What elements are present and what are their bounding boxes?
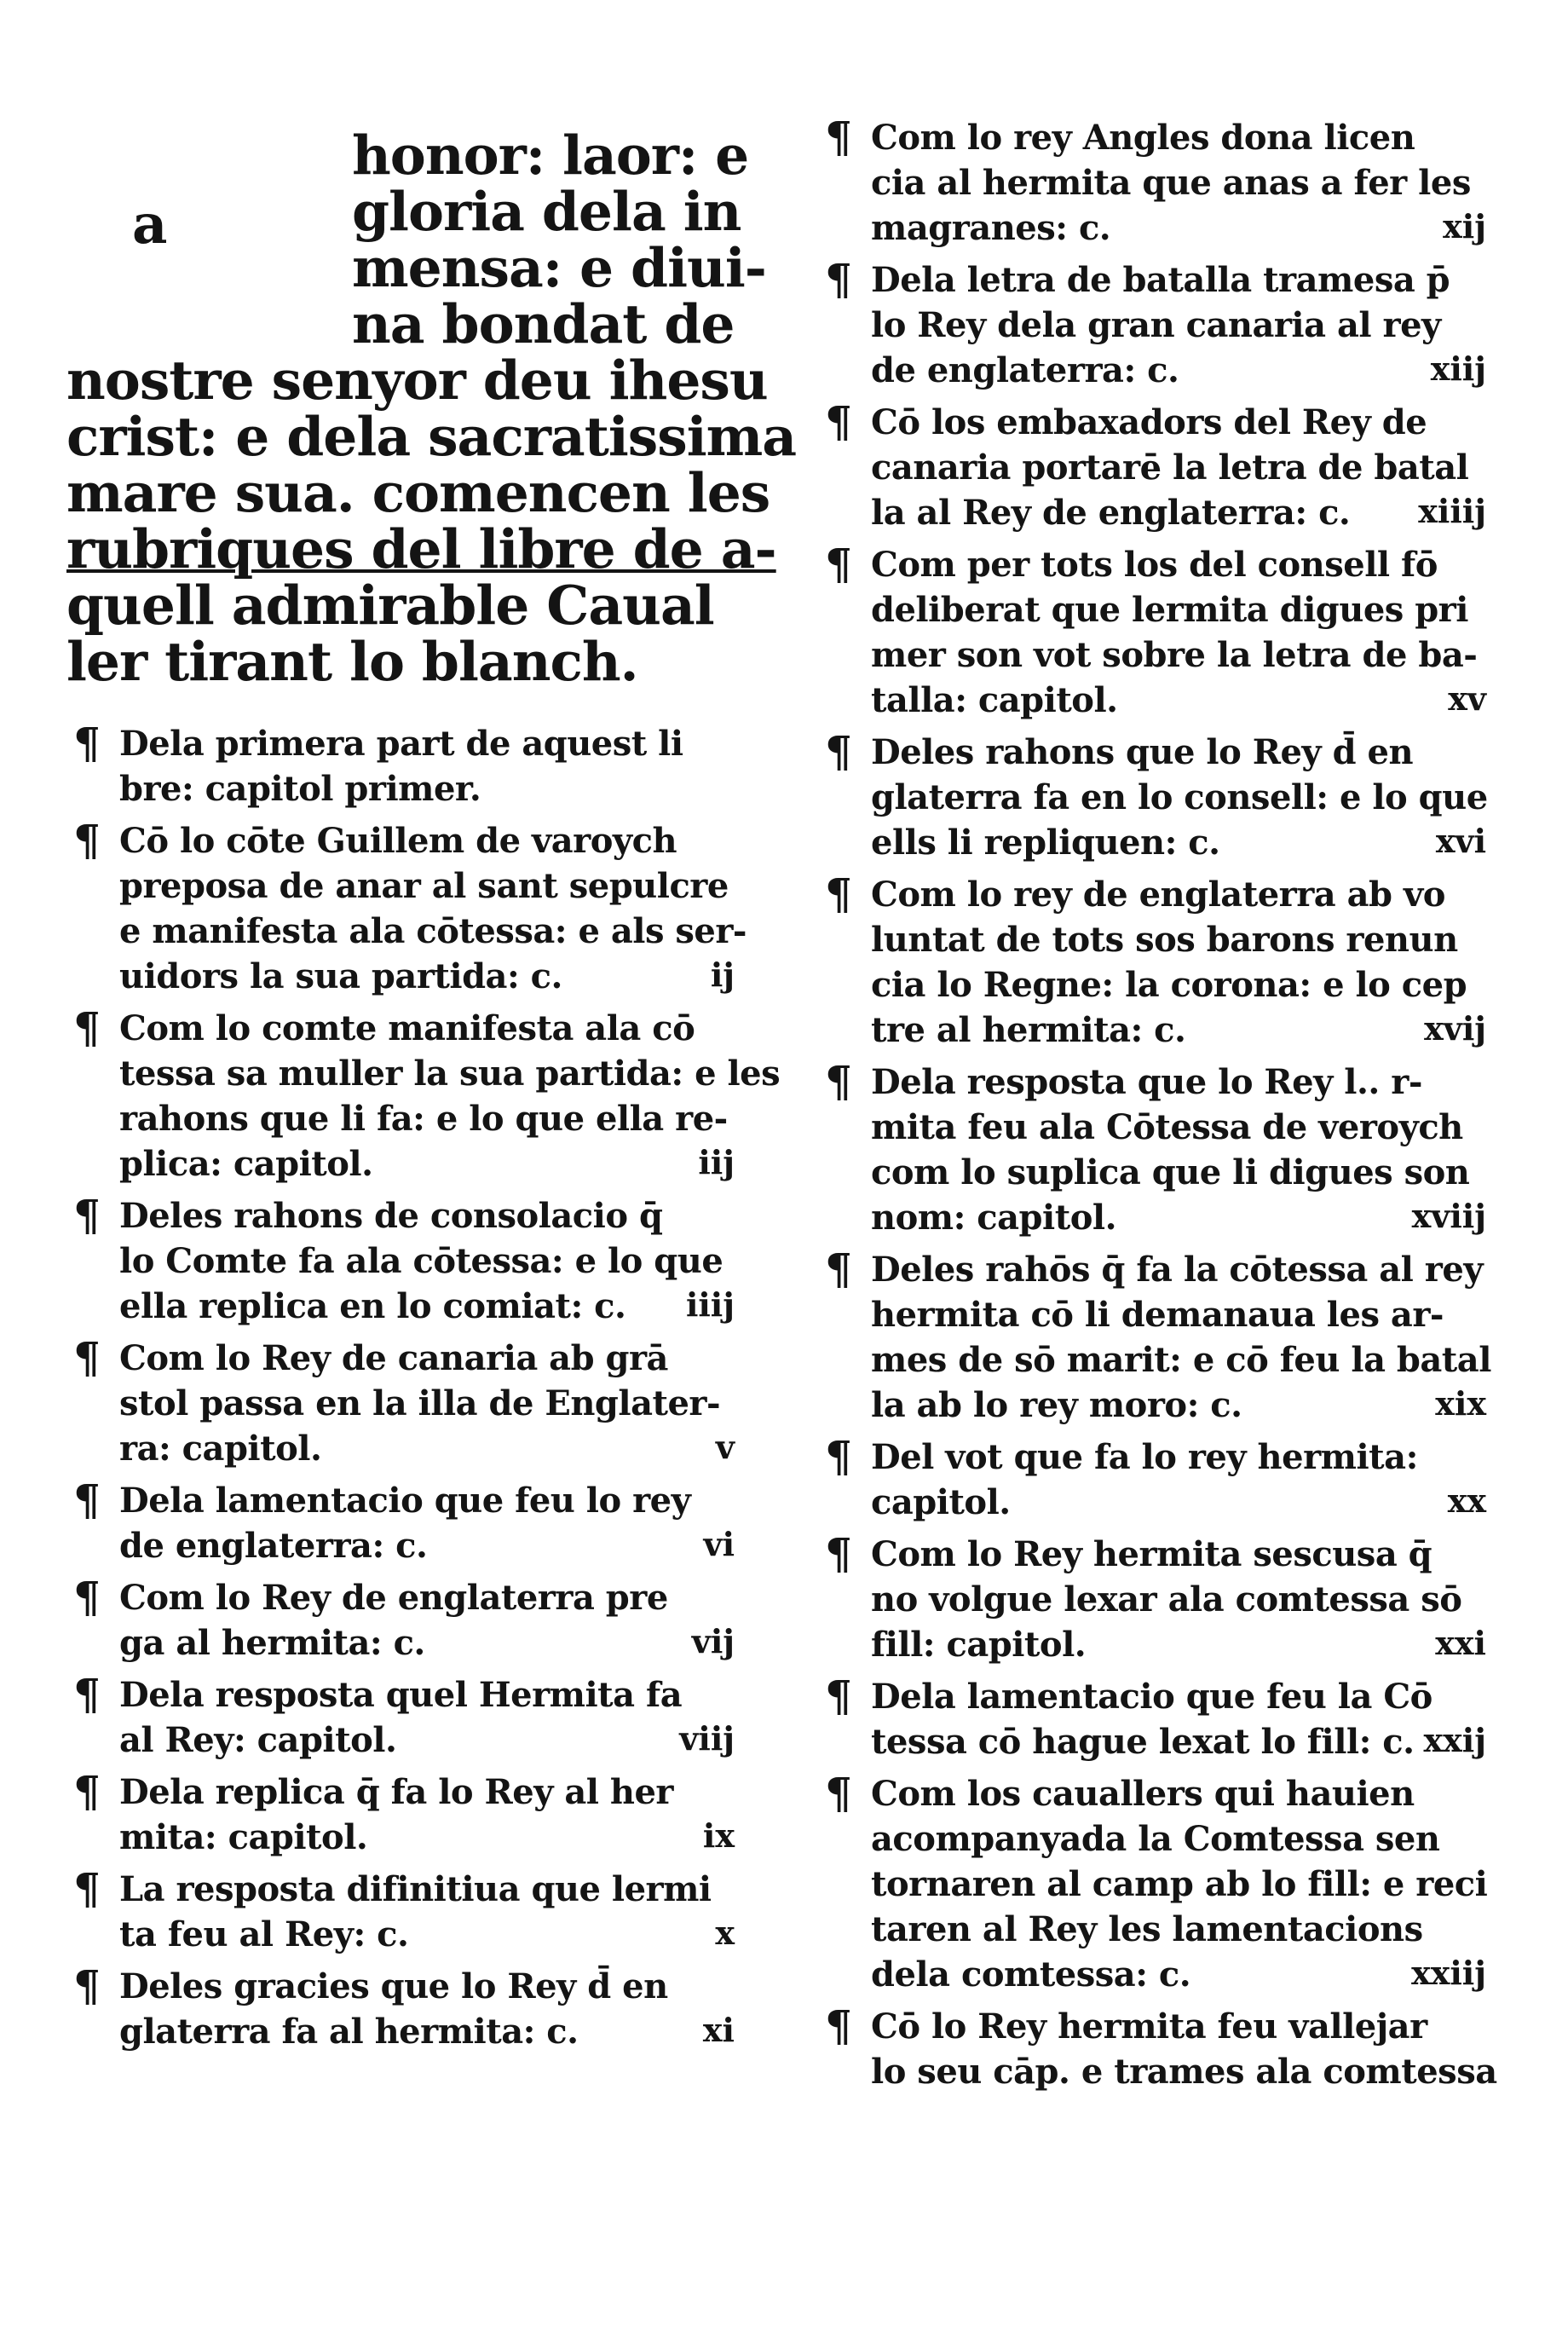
- rubric-line: de englaterra: c.: [871, 350, 1179, 390]
- rubric-entry: [66, 1002, 781, 1186]
- rubric-line: de englaterra: c.: [119, 1526, 428, 1566]
- rubric-line: ga al hermita: c.: [119, 1623, 425, 1663]
- rubric-line: tessa cō hague lexat lo fill: c.: [871, 1722, 1415, 1762]
- chapter-number: xviij: [1411, 1197, 1486, 1235]
- rubric-line: cia al hermita que anas a fer les: [871, 163, 1471, 203]
- left-column: [66, 124, 797, 2061]
- pilcrow-mark: ¶: [825, 726, 852, 777]
- rubric-line: mes de sō marit: e cō feu la batal: [871, 1340, 1491, 1380]
- rubric-entry: [66, 1766, 740, 1860]
- rubric-line: Com per tots los del consell fō: [871, 545, 1438, 585]
- rubric-entry: [818, 869, 1491, 1053]
- pilcrow-mark: ¶: [73, 718, 101, 768]
- rubric-line: Deles gracies que lo Rey d̄ en: [119, 1966, 668, 2006]
- rubric-line: acompanyada la Comtessa sen: [871, 1819, 1440, 1859]
- rubric-line: la al Rey de englaterra: c.: [871, 493, 1351, 533]
- intro-line: quell admirable Caual: [66, 574, 714, 637]
- rubric-line: lo Comte fa ala cōtessa: e lo que: [119, 1241, 723, 1281]
- pilcrow-mark: ¶: [825, 1056, 852, 1106]
- rubric-line: no volgue lexar ala comtessa sō: [871, 1579, 1462, 1619]
- rubric-line: tre al hermita: c.: [871, 1010, 1186, 1050]
- pilcrow-mark: ¶: [825, 254, 852, 304]
- rubric-entry: [66, 718, 740, 811]
- rubric-line: tessa sa muller la sua partida: e les: [119, 1054, 781, 1094]
- rubric-line: Com lo comte manifesta ala cō: [119, 1008, 695, 1048]
- pilcrow-mark: ¶: [825, 1431, 852, 1481]
- rubric-line: mita feu ala Cōtessa de veroych: [871, 1107, 1463, 1147]
- rubric-entry: [66, 1475, 740, 1568]
- rubric-line: Com lo rey de englaterra ab vo: [871, 875, 1445, 915]
- rubric-line: deliberat que lermita digues pri: [871, 590, 1468, 630]
- chapter-number: xix: [1435, 1384, 1486, 1423]
- pilcrow-mark: ¶: [73, 1002, 101, 1053]
- chapter-number: iiij: [685, 1285, 735, 1324]
- rubric-line: cia lo Regne: la corona: e lo cep: [871, 965, 1467, 1005]
- rubric-entry: [818, 254, 1491, 393]
- rubric-line: Com los cauallers qui hauien: [871, 1774, 1415, 1814]
- chapter-number: xx: [1447, 1481, 1486, 1520]
- pilcrow-mark: ¶: [73, 1669, 101, 1719]
- rubric-line: Dela lamentacio que feu lo rey: [119, 1481, 691, 1521]
- rubric-entry: [66, 1190, 740, 1329]
- drop-letter: a: [132, 193, 168, 257]
- rubric-line: lo Rey dela gran canaria al rey: [871, 305, 1441, 345]
- rubric-line: plica: capitol.: [119, 1144, 373, 1184]
- rubric-entry: [66, 1669, 740, 1763]
- chapter-number: xiij: [1430, 349, 1486, 388]
- rubric-line: mita: capitol.: [119, 1817, 368, 1857]
- rubric-line: uidors la sua partida: c.: [119, 956, 562, 996]
- intro-line: crist: e dela sacratissima: [66, 405, 797, 468]
- rubric-entry: [818, 396, 1491, 535]
- rubric-entry: [818, 1244, 1491, 1428]
- chapter-number: vij: [691, 1622, 735, 1660]
- rubric-line: ells li repliquen: c.: [871, 823, 1220, 863]
- intro-line: nostre senyor deu ihesu: [66, 349, 768, 412]
- rubric-line: glaterra fa al hermita: c.: [119, 2012, 579, 2052]
- pilcrow-mark: ¶: [73, 1332, 101, 1383]
- rubric-line: canaria portarē la letra de batal: [871, 447, 1469, 488]
- rubric-line: Deles rahons que lo Rey d̄ en: [871, 732, 1414, 772]
- pilcrow-mark: ¶: [73, 1766, 101, 1816]
- rubric-line: Dela resposta quel Hermita fa: [119, 1675, 683, 1715]
- rubric-line: hermita cō li demanaua les ar-: [871, 1295, 1444, 1335]
- rubric-line: Cō los embaxadors del Rey de: [871, 402, 1427, 442]
- chapter-number: xiiij: [1418, 492, 1486, 530]
- rubric-entry: [66, 1572, 740, 1666]
- rubric-line: Com lo rey Angles dona licen: [871, 118, 1415, 158]
- rubric-line: Dela replica q̄ fa lo Rey al her: [119, 1772, 674, 1812]
- rubric-entry: [818, 1528, 1491, 1667]
- rubric-line: taren al Rey les lamentacions: [871, 1909, 1423, 1949]
- rubric-line: Cō lo cōte Guillem de varoych: [119, 821, 677, 861]
- right-column: [818, 112, 1497, 2101]
- pilcrow-mark: ¶: [825, 1671, 852, 1721]
- rubric-entry: [818, 1768, 1491, 1997]
- rubric-line: Dela primera part de aquest li: [119, 724, 683, 764]
- pilcrow-mark: ¶: [73, 1190, 101, 1240]
- right-rubric-list: [818, 112, 1497, 2094]
- rubric-line: Cō lo Rey hermita feu vallejar: [871, 2006, 1427, 2047]
- chapter-number: xxij: [1423, 1721, 1486, 1759]
- rubric-line: la ab lo rey moro: c.: [871, 1385, 1242, 1425]
- pilcrow-mark: ¶: [825, 539, 852, 589]
- intro-line: mensa: e diui-: [352, 236, 766, 299]
- rubric-line: dela comtessa: c.: [871, 1954, 1191, 1995]
- rubric-line: Dela resposta que lo Rey l.. r-: [871, 1062, 1422, 1102]
- chapter-number: xvi: [1435, 822, 1486, 860]
- rubric-line: com lo suplica que li digues son: [871, 1152, 1470, 1192]
- rubric-line: nom: capitol.: [871, 1198, 1116, 1238]
- rubric-line: al Rey: capitol.: [119, 1720, 397, 1760]
- rubric-line: Dela letra de batalla tramesa p̄: [871, 260, 1450, 300]
- rubric-entry: [818, 112, 1491, 251]
- chapter-number: viij: [679, 1719, 735, 1758]
- pilcrow-mark: ¶: [825, 396, 852, 447]
- rubric-line: Com lo Rey de englaterra pre: [119, 1578, 668, 1618]
- rubric-entry: [818, 1056, 1491, 1240]
- rubric-entry: [818, 1431, 1491, 1525]
- rubric-entry: [66, 1960, 740, 2054]
- rubric-entry: [818, 726, 1491, 865]
- pilcrow-mark: ¶: [825, 2000, 852, 2051]
- rubric-entry: [818, 539, 1491, 723]
- rubric-line: stol passa en la illa de Englater-: [119, 1383, 721, 1423]
- chapter-number: xxiij: [1411, 1954, 1486, 1992]
- chapter-number: xij: [1443, 207, 1486, 245]
- chapter-number: xi: [702, 2011, 735, 2049]
- rubric-line: mer son vot sobre la letra de ba-: [871, 635, 1478, 675]
- chapter-number: ix: [702, 1816, 735, 1855]
- pilcrow-mark: ¶: [73, 815, 101, 865]
- pilcrow-mark: ¶: [825, 1244, 852, 1294]
- left-rubric-list: [66, 718, 781, 2054]
- rubric-line: ella replica en lo comiat: c.: [119, 1286, 626, 1326]
- rubric-line: bre: capitol primer.: [119, 769, 481, 809]
- rubric-line: lo seu cāp. e trames ala comtessa: [871, 2052, 1497, 2092]
- pilcrow-mark: ¶: [825, 1768, 852, 1818]
- rubric-entry: [66, 815, 747, 999]
- rubric-line: Com lo Rey hermita sescusa q̄: [871, 1534, 1433, 1574]
- intro-line: honor: laor: e: [352, 124, 749, 187]
- chapter-number: xxi: [1435, 1624, 1486, 1662]
- pilcrow-mark: ¶: [73, 1960, 101, 2011]
- rubric-line: Com lo Rey de canaria ab grā: [119, 1338, 668, 1378]
- pilcrow-mark: ¶: [73, 1475, 101, 1525]
- intro-line: mare sua. comencen les: [66, 461, 770, 524]
- rubric-line: magranes: c.: [871, 208, 1111, 248]
- pilcrow-mark: ¶: [825, 112, 852, 162]
- rubric-entry: [818, 1671, 1491, 1764]
- intro-line: ler tirant lo blanch.: [66, 630, 638, 693]
- rubric-line: talla: capitol.: [871, 680, 1118, 720]
- rubric-line: Del vot que fa lo rey hermita:: [871, 1437, 1418, 1477]
- rubric-line: fill: capitol.: [871, 1625, 1087, 1665]
- rubric-line: ra: capitol.: [119, 1429, 322, 1469]
- rubric-line: ta feu al Rey: c.: [119, 1914, 409, 1954]
- intro-line: na bondat de: [352, 292, 735, 355]
- rubric-line: e manifesta ala cōtessa: e als ser-: [119, 911, 747, 951]
- rubric-line: Deles rahōs q̄ fa la cōtessa al rey: [871, 1250, 1484, 1290]
- chapter-number: xv: [1448, 679, 1486, 718]
- chapter-number: ij: [710, 955, 735, 994]
- rubric-line: capitol.: [871, 1482, 1011, 1522]
- rubric-line: Dela lamentacio que feu la Cō: [871, 1677, 1433, 1717]
- rubric-line: rahons que li fa: e lo que ella re-: [119, 1099, 728, 1139]
- chapter-number: x: [715, 1914, 735, 1952]
- chapter-number: vi: [703, 1525, 735, 1563]
- rubric-entry: [818, 2000, 1497, 2094]
- rubric-line: Deles rahons de consolacio q̄: [119, 1196, 663, 1236]
- chapter-number: xvij: [1424, 1009, 1486, 1048]
- rubric-line: glaterra fa en lo consell: e lo que: [871, 777, 1488, 817]
- rubric-entry: [66, 1332, 740, 1471]
- intro-heading: [66, 124, 797, 693]
- pilcrow-mark: ¶: [73, 1863, 101, 1914]
- pilcrow-mark: ¶: [825, 869, 852, 919]
- chapter-number: iij: [698, 1143, 735, 1181]
- rubric-entry: [66, 1863, 740, 1957]
- rubric-line: La resposta difinitiua que lermi: [119, 1869, 712, 1909]
- pilcrow-mark: ¶: [825, 1528, 852, 1579]
- chapter-number: v: [715, 1428, 735, 1466]
- rubric-line: tornaren al camp ab lo fill: e reci: [871, 1864, 1488, 1904]
- intro-line: gloria dela in: [352, 180, 741, 243]
- rubric-line: luntat de tots sos barons renun: [871, 920, 1458, 960]
- rubric-line: preposa de anar al sant sepulcre: [119, 866, 729, 906]
- intro-line: rubriques del libre de a-: [66, 517, 776, 580]
- pilcrow-mark: ¶: [73, 1572, 101, 1622]
